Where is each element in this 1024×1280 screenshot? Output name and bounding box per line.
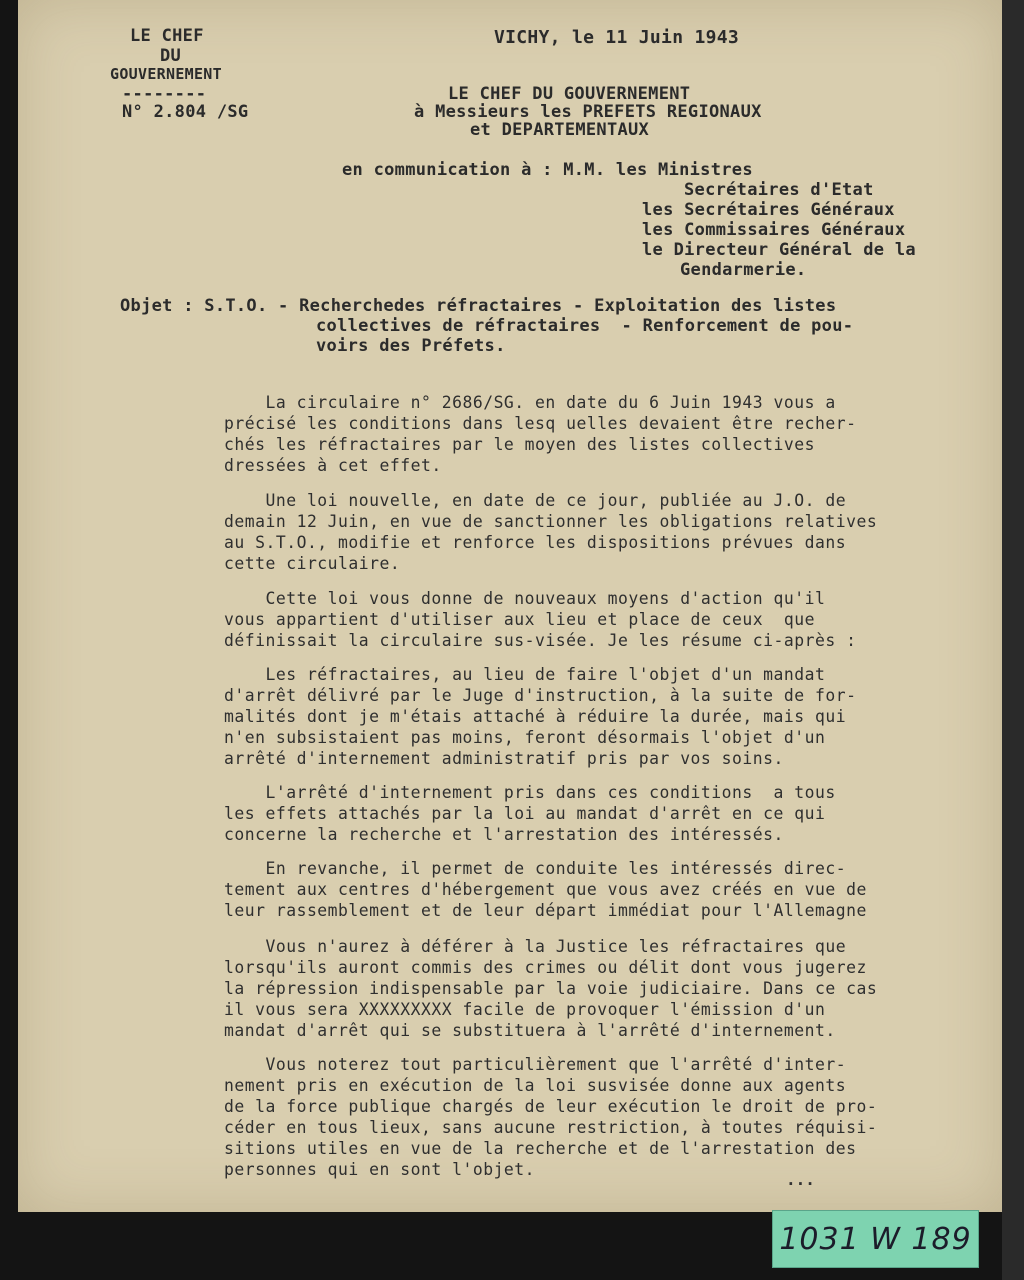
archive-call-number: 1031 W 189 bbox=[779, 1221, 972, 1257]
reference-number: N° 2.804 /SG bbox=[122, 102, 249, 122]
communication-line-4: les Commissaires Généraux bbox=[642, 220, 906, 240]
body-paragraph-6: En revanche, il permet de conduite les intéressés direc- tement aux centres d'hébergement que vous avez créés en vue de leur rassemblement et de leur départ immédiat pour l'Allemagne bbox=[224, 859, 867, 920]
sender-title: LE CHEF DU GOUVERNEMENT bbox=[448, 84, 691, 104]
body-paragraph-1: La circulaire n° 2686/SG. en date du 6 Juin 1943 vous a précisé les conditions dans lesq uelles devaient être recher- chés les réfractaires par le moyen des listes collectives dressées à cet effet. bbox=[224, 393, 857, 475]
communication-line-2: Secrétaires d'Etat bbox=[684, 180, 874, 200]
recipients-line-1: à Messieurs les PREFETS REGIONAUX bbox=[414, 102, 762, 122]
issuer-line-1: LE CHEF bbox=[130, 26, 204, 46]
body-paragraph-3: Cette loi vous donne de nouveaux moyens d'action qu'il vous appartient d'utiliser aux lieu et place de ceux que définissait la circulaire sus-visée. Je les résume ci-après : bbox=[224, 589, 857, 650]
continuation-marker: ... bbox=[786, 1170, 815, 1189]
communication-line-6: Gendarmerie. bbox=[680, 260, 807, 280]
body-paragraph-7: Vous n'aurez à déférer à la Justice les réfractaires que lorsqu'ils auront commis des crimes ou délit dont vous jugerez la répression indispensable par la voie judiciaire. Dans ce cas il vous sera XXXXXXXXX facile de provoquer l'émission d'un mandat d'arrêt qui se substituera à l'arrêté d'internement. bbox=[224, 937, 878, 1040]
communication-line-5: le Directeur Général de la bbox=[642, 240, 916, 260]
object-line-3: voirs des Préfets. bbox=[316, 336, 506, 356]
body-paragraph-4: Les réfractaires, au lieu de faire l'objet d'un mandat d'arrêt délivré par le Juge d'instruction, à la suite de for- malités dont je m'étais attaché à réduire la durée, mais qui n'en subsistaient pas moins, feront désormais l'objet d'un arrêté d'internement administratif pris par vos soins. bbox=[224, 665, 857, 768]
issuer-rule: -------- bbox=[122, 84, 207, 104]
archive-call-number-label bbox=[772, 1210, 979, 1268]
body-paragraph-8: Vous noterez tout particulièrement que l'arrêté d'inter- nement pris en exécution de la loi susvisée donne aux agents de la force publique chargés de leur exécution le droit de pro- céder en tous lieux, sans aucune restriction, à toutes réquisi- sitions utiles en vue de la recherche et de l'arrestation des personnes qui en sont l'objet. bbox=[224, 1055, 878, 1179]
page-edge-shadow bbox=[1002, 0, 1024, 1280]
object-line-1: Objet : S.T.O. - Recherchedes réfractaires - Exploitation des listes bbox=[120, 296, 837, 316]
object-line-2: collectives de réfractaires - Renforcement de pou- bbox=[316, 316, 854, 336]
body-paragraph-5: L'arrêté d'internement pris dans ces conditions a tous les effets attachés par la loi au mandat d'arrêt en ce qui concerne la recherche et l'arrestation des intéressés. bbox=[224, 783, 836, 844]
body-paragraph-2: Une loi nouvelle, en date de ce jour, publiée au J.O. de demain 12 Juin, en vue de sanctionner les obligations relatives au S.T.O., modifie et renforce les dispositions prévues dans cette circulaire. bbox=[224, 491, 878, 573]
recipients-line-2: et DEPARTEMENTAUX bbox=[470, 120, 650, 140]
communication-intro: en communication à : M.M. les Ministres bbox=[342, 160, 753, 180]
communication-line-3: les Secrétaires Généraux bbox=[642, 200, 895, 220]
place-date: VICHY, le 11 Juin 1943 bbox=[494, 27, 740, 48]
issuer-line-2: DU bbox=[160, 46, 182, 66]
issuer-line-3: GOUVERNEMENT bbox=[110, 65, 222, 83]
